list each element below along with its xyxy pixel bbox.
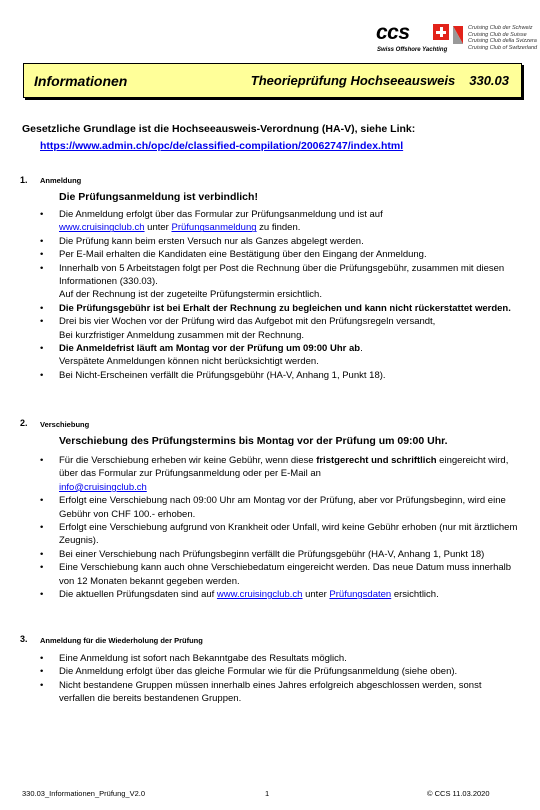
admin-link[interactable]: https://www.admin.ch/opc/de/classified-compilation/20062747/index.html	[40, 140, 404, 152]
list-item: • Erfolgt eine Verschiebung nach 09:00 Uhr am Montag vor der Prüfung, aber vor Prüfungsbeginn, wird eine Gebühr von CHF 100.- erhoben.	[40, 495, 506, 520]
section-1-title: Anmeldung	[40, 176, 82, 185]
section-3-number: 3.	[20, 634, 28, 644]
header-title: Informationen	[34, 73, 128, 89]
sail-stripes-icon	[451, 24, 465, 46]
pruefungsdaten-link[interactable]: Prüfungsdaten	[329, 589, 392, 601]
list-item: • Die Anmeldung erfolgt über das Formular zur Prüfungsanmeldung und ist auf www.cruisingclub.ch unter Prüfungsanmeldung zu finden.	[40, 209, 383, 234]
list-item: • Die aktuellen Prüfungsdaten sind auf www.cruisingclub.ch unter Prüfungsdaten ersichtlich.	[40, 589, 439, 601]
list-item: • Eine Verschiebung kann auch ohne Verschiebedatum eingereicht werden. Das neue Datum muss innerhalb von 12 Monaten bekannt gegeben werden.	[40, 562, 512, 587]
list-item: • Die Anmeldefrist läuft am Montag vor der Prüfung um 09:00 Uhr ab. Verspätete Anmeldungen können nicht berücksichtigt werden.	[40, 343, 363, 368]
list-item: • Eine Anmeldung ist sofort nach Bekanntgabe des Resultats möglich.	[40, 653, 347, 664]
section-3-title: Anmeldung für die Wiederholung der Prüfung	[40, 636, 203, 645]
section-1-number: 1.	[20, 175, 28, 185]
list-item: • Die Anmeldung erfolgt über das gleiche Formular wie für die Prüfungsanmeldung (siehe oben).	[40, 666, 458, 678]
section-1-bold: Die Prüfungsanmeldung ist verbindlich!	[59, 191, 258, 203]
list-item: • Bei einer Verschiebung nach Prüfungsbeginn verfällt die Prüfungsgebühr (HA-V, Anhang 1, Punkt 18)	[40, 548, 485, 560]
pruefungsanmeldung-link[interactable]: Prüfungsanmeldung	[171, 222, 257, 234]
list-item: • Per E-Mail erhalten die Kandidaten eine Bestätigung über den Eingang der Anmeldung.	[40, 249, 427, 261]
email-link[interactable]: info@cruisingclub.ch	[59, 481, 147, 493]
list-item: • Für die Verschiebung erheben wir keine Gebühr, wenn diese fristgerecht und schriftlich eingereicht wird, über das Formular zur Prüfungsanmeldung oder per E-Mail an info@cruisingclub.ch	[40, 455, 509, 493]
list-item: • Die Prüfung kann beim ersten Versuch nur als Ganzes abgelegt werden.	[40, 235, 364, 247]
swiss-cross-icon	[433, 24, 449, 40]
intro-text: Gesetzliche Grundlage ist die Hochseeausweis-Verordnung (HA-V), siehe Link:	[22, 123, 416, 135]
header-subtitle: Theorieprüfung Hochseeausweis 330.03	[250, 73, 509, 88]
list-item: • Innerhalb von 5 Arbeitstagen folgt per Post die Rechnung über die Prüfungsgebühr, zusammen mit diesen Informationen (330.03). Auf der Rechnung ist der zugeteilte Prüfungstermin ersichtlich.	[40, 262, 505, 301]
section-2-list	[40, 454, 518, 601]
footer-filename: 330.03_Informationen_Prüfung_V2.0	[22, 789, 146, 798]
cruisingclub-link[interactable]: www.cruisingclub.ch	[59, 222, 145, 234]
header-box	[23, 63, 522, 98]
section-2-number: 2.	[20, 418, 28, 428]
section-2-title: Verschiebung	[40, 420, 90, 429]
footer-page-number: 1	[265, 789, 270, 798]
logo-tagline: Swiss Offshore Yachting	[377, 47, 448, 53]
list-item: • Bei Nicht-Erscheinen verfällt die Prüfungsgebühr (HA-V, Anhang 1, Punkt 18).	[40, 369, 386, 381]
cruisingclub-link[interactable]: www.cruisingclub.ch	[216, 589, 303, 601]
logo-club-names: Cruising Club der Schweiz Cruising Club de Suisse Cruising Club della Svizzera Cruising Club of Switzerland	[468, 25, 538, 51]
ccs-logo: ccs	[376, 21, 410, 44]
section-2-bold: Verschiebung des Prüfungstermins bis Montag vor der Prüfung um 09:00 Uhr.	[59, 435, 448, 447]
section-3-list	[40, 652, 518, 706]
list-item: • Drei bis vier Wochen vor der Prüfung wird das Aufgebot mit den Prüfungsregeln versandt, Bei kurzfristiger Anmeldung zusammen mit der Rechnung.	[40, 316, 436, 341]
footer-copyright: © CCS 11.03.2020	[427, 789, 490, 798]
list-item: • Nicht bestandene Gruppen müssen innerhalb eines Jahres erfolgreich abgeschlossen werden, sonst verfallen die bereits bestandenen Gruppen.	[40, 679, 482, 705]
section-1-list	[40, 208, 518, 382]
list-item: • Erfolgt eine Verschiebung aufgrund von Krankheit oder Unfall, wird keine Gebühr erhoben (nur mit ärztlichem Zeugnis).	[40, 522, 518, 547]
list-item: • Die Prüfungsgebühr ist bei Erhalt der Rechnung zu begleichen und kann nicht rückerstattet werden.	[40, 302, 511, 314]
